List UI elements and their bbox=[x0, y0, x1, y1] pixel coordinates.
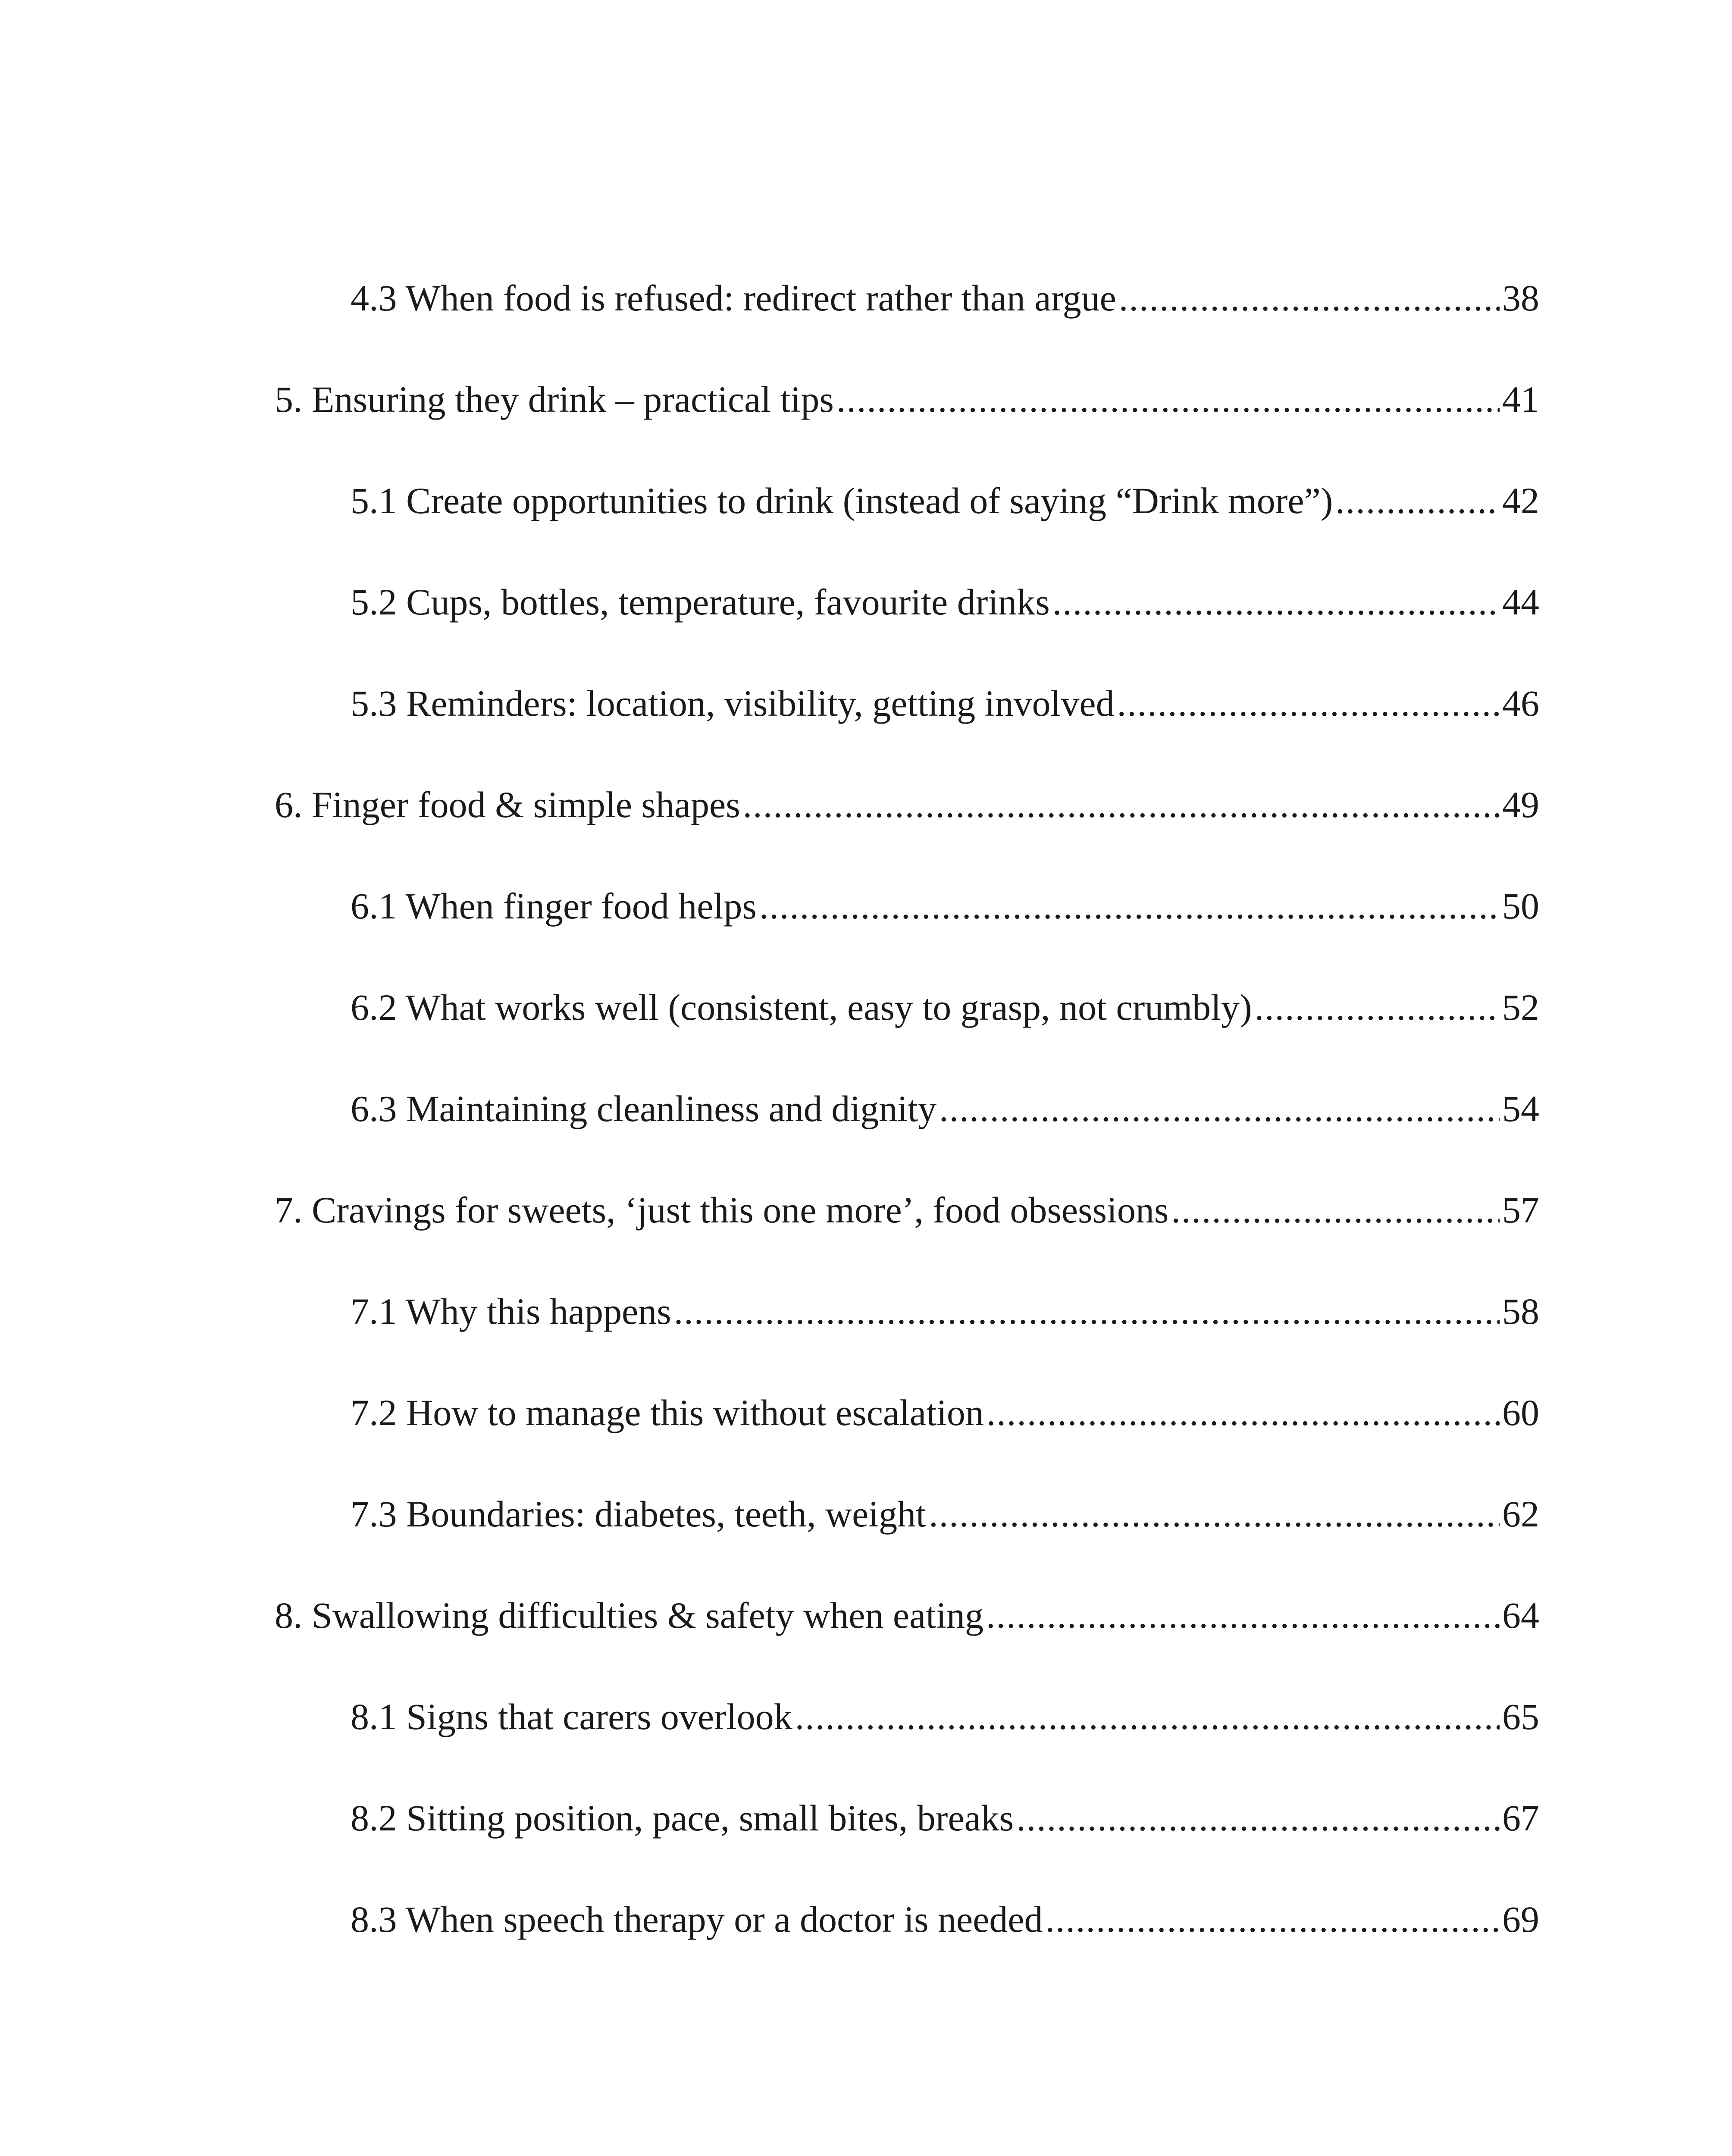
dot-leader bbox=[1119, 279, 1500, 317]
toc-entry-page: 57 bbox=[1502, 1189, 1539, 1231]
toc-entry-title: 5.3 Reminders: location, visibility, getting involved bbox=[351, 683, 1115, 724]
toc-entry-page: 64 bbox=[1502, 1595, 1539, 1636]
toc-entry-title: 8.2 Sitting position, pace, small bites, breaks bbox=[351, 1797, 1014, 1839]
toc-entry-page: 46 bbox=[1502, 683, 1539, 724]
toc-entry-7[interactable] bbox=[275, 1189, 1539, 1231]
toc-entry-title: 8.1 Signs that carers overlook bbox=[351, 1696, 792, 1737]
toc-entry-7-2[interactable] bbox=[351, 1394, 1539, 1431]
dot-leader bbox=[1016, 1799, 1500, 1836]
toc-entry-6-2[interactable] bbox=[351, 989, 1539, 1026]
toc-entry-page: 69 bbox=[1502, 1899, 1539, 1940]
dot-leader bbox=[929, 1495, 1500, 1532]
toc-entry-page: 38 bbox=[1502, 277, 1539, 319]
toc-entry-7-3[interactable] bbox=[351, 1493, 1539, 1535]
toc-entry-title: 6.1 When finger food helps bbox=[351, 885, 757, 927]
dot-leader bbox=[836, 381, 1500, 418]
dot-leader bbox=[1117, 685, 1500, 722]
toc-entry-title: 5. Ensuring they drink – practical tips bbox=[275, 379, 834, 420]
toc-entry-8[interactable] bbox=[275, 1597, 1539, 1634]
toc-entry-6-3[interactable] bbox=[351, 1090, 1539, 1127]
toc-entry-8-3[interactable] bbox=[351, 1901, 1539, 1938]
toc-entry-title: 5.2 Cups, bottles, temperature, favourite drinks bbox=[351, 581, 1050, 623]
toc-entry-4-3[interactable] bbox=[351, 279, 1539, 317]
toc-entry-title: 4.3 When food is refused: redirect rather than argue bbox=[351, 277, 1116, 319]
toc-entry-5-3[interactable] bbox=[351, 685, 1539, 722]
dot-leader bbox=[987, 1394, 1500, 1431]
dot-leader bbox=[1335, 482, 1500, 519]
toc-entry-title: 6.2 What works well (consistent, easy to grasp, not crumbly) bbox=[351, 987, 1252, 1028]
dot-leader bbox=[986, 1597, 1500, 1634]
toc-entry-8-2[interactable] bbox=[351, 1797, 1539, 1839]
toc-entry-page: 58 bbox=[1502, 1291, 1539, 1332]
toc-entry-page: 65 bbox=[1502, 1696, 1539, 1737]
toc-entry-6-1[interactable] bbox=[351, 885, 1539, 927]
toc-entry-title: 5.1 Create opportunities to drink (instead of saying “Drink more”) bbox=[351, 480, 1333, 521]
dot-leader bbox=[759, 887, 1500, 924]
toc-entry-page: 41 bbox=[1502, 379, 1539, 420]
toc-entry-page: 62 bbox=[1502, 1493, 1539, 1535]
toc-entry-page: 52 bbox=[1502, 987, 1539, 1028]
toc-entry-title: 7. Cravings for sweets, ‘just this one more’, food obsessions bbox=[275, 1189, 1169, 1231]
toc-entry-title: 6.3 Maintaining cleanliness and dignity bbox=[351, 1088, 937, 1129]
toc-entry-title: 7.1 Why this happens bbox=[351, 1291, 671, 1332]
dot-leader bbox=[1171, 1191, 1500, 1228]
toc-entry-7-1[interactable] bbox=[351, 1293, 1539, 1330]
toc-entry-page: 49 bbox=[1502, 784, 1539, 825]
toc-entry-page: 50 bbox=[1502, 885, 1539, 927]
toc-entry-5-1[interactable] bbox=[351, 482, 1539, 519]
dot-leader bbox=[1046, 1901, 1500, 1938]
toc-entry-6[interactable] bbox=[275, 786, 1539, 823]
toc-entry-title: 7.3 Boundaries: diabetes, teeth, weight bbox=[351, 1493, 927, 1535]
toc-entry-5[interactable] bbox=[275, 381, 1539, 418]
toc-entry-title: 8. Swallowing difficulties & safety when eating bbox=[275, 1595, 984, 1636]
toc-entry-page: 54 bbox=[1502, 1088, 1539, 1129]
toc-entry-8-1[interactable] bbox=[351, 1698, 1539, 1735]
toc-entry-page: 60 bbox=[1502, 1392, 1539, 1433]
toc-entry-page: 67 bbox=[1502, 1797, 1539, 1839]
toc-entry-5-2[interactable] bbox=[351, 581, 1539, 623]
toc-entry-title: 8.3 When speech therapy or a doctor is needed bbox=[351, 1899, 1043, 1940]
dot-leader bbox=[795, 1698, 1500, 1735]
toc-entry-title: 7.2 How to manage this without escalation bbox=[351, 1392, 984, 1433]
dot-leader bbox=[939, 1090, 1500, 1127]
toc-entry-page: 44 bbox=[1502, 581, 1539, 623]
dot-leader bbox=[1255, 989, 1500, 1026]
dot-leader bbox=[743, 786, 1500, 823]
dot-leader bbox=[1052, 583, 1500, 620]
toc-entry-title: 6. Finger food & simple shapes bbox=[275, 784, 740, 825]
dot-leader bbox=[674, 1293, 1500, 1330]
toc-entry-page: 42 bbox=[1502, 480, 1539, 521]
